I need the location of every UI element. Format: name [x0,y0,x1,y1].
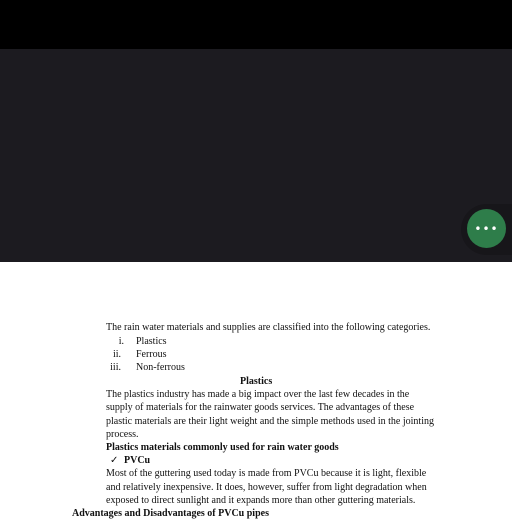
more-horizontal-icon: ••• [474,221,499,236]
video-panel [0,49,512,262]
paragraph-line: Most of the guttering used today is made from PVCu because it is light, flexible [106,468,427,479]
subheading-plastics-materials: Plastics materials commonly used for rain water goods [106,442,339,453]
list-number: i. [118,336,124,347]
cut-off-heading: Advantages and Disadvantages of PVCu pipes [72,508,269,519]
intro-paragraph: The rain water materials and supplies are classified into the following categories. [106,322,431,333]
check-icon: ✓ [110,455,119,466]
list-number: ii. [112,349,121,360]
paragraph-line: and relatively inexpensive. It does, however, suffer from light degradation when [106,482,427,493]
more-options-button[interactable] [467,209,506,248]
top-bar [0,0,512,49]
paragraph-line: supply of materials for the rainwater goods services. The advantages of these [106,402,415,413]
section-heading-plastics: Plastics [240,376,273,387]
paragraph-line: process. [106,429,139,440]
bullet-label-pvcu: PVCu [124,455,151,466]
paragraph-line: plastic materials are their light weight and the simple methods used in the jointing [106,416,434,427]
document-page [0,262,512,519]
list-item-non-ferrous: Non-ferrous [136,362,185,373]
paragraph-line: The plastics industry has made a big impact over the last few decades in the [106,389,410,400]
list-item-ferrous: Ferrous [136,349,167,360]
paragraph-line: exposed to direct sunlight and it expands more than other guttering materials. [106,495,416,506]
list-number: iii. [110,362,121,373]
list-item-plastics: Plastics [136,336,167,347]
